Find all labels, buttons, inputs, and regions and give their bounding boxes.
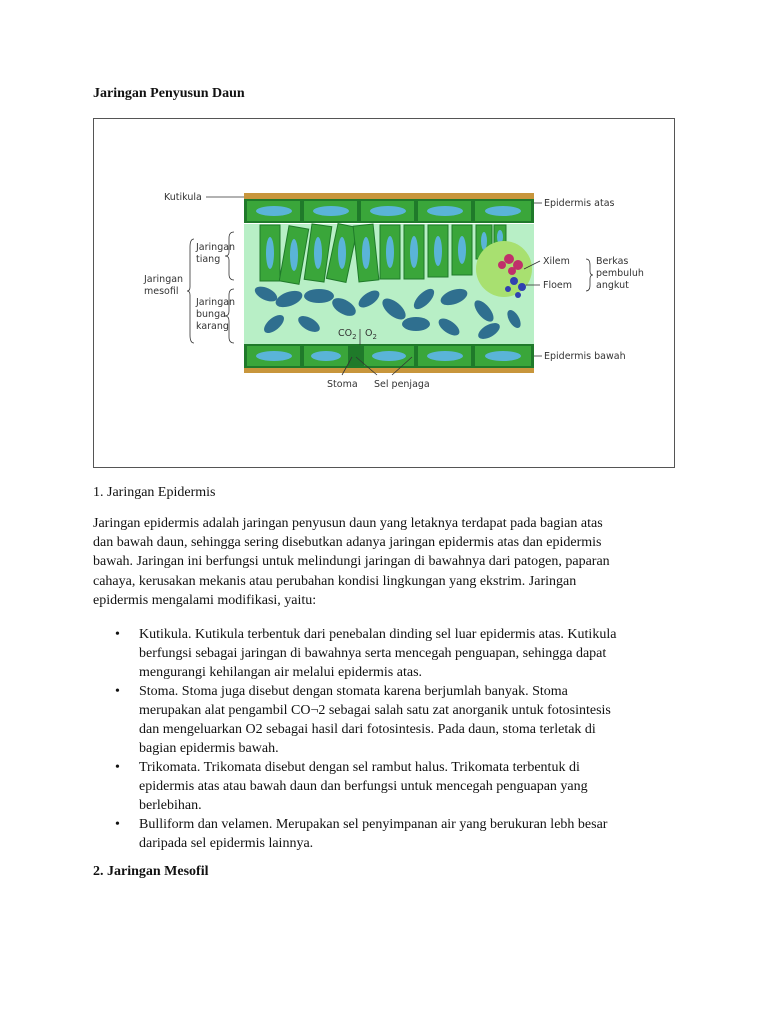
paragraph-line: epidermis mengalami modifikasi, yaitu: bbox=[93, 592, 317, 608]
list-item-stoma: • Stoma. Stoma juga disebut dengan stomata karena berjumlah banyak. Stoma merupakan alat pengambil CO¬2 sebagai salah satu zat anorganik untuk fotosintesis dan mengeluarkan O2 sebagai hasil dari fotosintesis. Pada daun, stoma terletak di bagian epidermis bawah. bbox=[115, 684, 611, 756]
label-berkas-3: angkut bbox=[596, 280, 629, 291]
label-epidermis-bawah: Epidermis bawah bbox=[544, 351, 626, 362]
label-o2-sub: 2 bbox=[372, 333, 377, 341]
label-jaringan-bunga-3: karang bbox=[196, 321, 229, 332]
section-heading-epidermis: 1. Jaringan Epidermis bbox=[93, 485, 216, 500]
leaf-cross-section-figure bbox=[93, 118, 675, 468]
label-sel-penjaga: Sel penjaga bbox=[374, 379, 430, 390]
label-xilem: Xilem bbox=[543, 256, 570, 267]
list-item-bulliform: • Bulliform dan velamen. Merupakan sel penyimpanan air yang berukuran lebh besar daripada sel epidermis lainnya. bbox=[115, 817, 608, 851]
palisade-cells bbox=[260, 224, 506, 285]
label-o2: O bbox=[365, 328, 373, 339]
modification-list bbox=[93, 625, 673, 853]
label-epidermis-atas: Epidermis atas bbox=[544, 198, 615, 209]
label-floem: Floem bbox=[543, 280, 573, 291]
label-jaringan-mesofil-2: mesofil bbox=[144, 286, 179, 297]
label-jaringan-mesofil-1: Jaringan bbox=[144, 274, 184, 285]
bullet-icon: • bbox=[115, 627, 120, 642]
label-jaringan-tiang-2: tiang bbox=[196, 254, 221, 265]
label-jaringan-tiang-1: Jaringan bbox=[196, 242, 236, 253]
paragraph-line: dan bawah daun, sehingga sering disebutkan adanya jaringan epidermis atas dan epidermis bbox=[93, 535, 602, 551]
paragraph-epidermis bbox=[93, 514, 673, 610]
upper-epidermis bbox=[244, 199, 534, 223]
lower-epidermis bbox=[244, 344, 534, 373]
document-title: Jaringan Penyusun Daun bbox=[93, 86, 245, 101]
leaf-diagram bbox=[94, 119, 674, 467]
label-jaringan-bunga-1: Jaringan bbox=[196, 297, 236, 308]
label-jaringan-bunga-2: bunga bbox=[196, 309, 226, 320]
list-item-kutikula: • Kutikula. Kutikula terbentuk dari penebalan dinding sel luar epidermis atas. Kutikula berfungsi sebagai jaringan di bawahnya serta mencegah penguapan, sehingga dapat mengurangi kehilangan air melalui epidermis atas. bbox=[115, 627, 617, 680]
label-berkas-2: pembuluh bbox=[596, 268, 644, 279]
bullet-icon: • bbox=[115, 760, 120, 775]
section-heading-mesofil: 2. Jaringan Mesofil bbox=[93, 864, 209, 879]
bullet-icon: • bbox=[115, 684, 120, 699]
label-berkas-1: Berkas bbox=[596, 256, 629, 267]
bullet-icon: • bbox=[115, 817, 120, 832]
list-item-trikomata: • Trikomata. Trikomata disebut dengan sel rambut halus. Trikomata terbentuk di epidermis atas atau bawah daun dan berfungsi untuk mencegah penguapan yang berlebihan. bbox=[115, 760, 588, 813]
cuticle-layer bbox=[244, 193, 534, 199]
label-stoma: Stoma bbox=[327, 379, 358, 390]
label-co2-sub: 2 bbox=[352, 333, 357, 341]
paragraph-line: cahaya, kerusakan mekanis atau perubahan kondisi lingkungan yang ekstrim. Jaringan bbox=[93, 573, 577, 589]
paragraph-line: bawah. Jaringan ini berfungsi untuk melindungi jaringan di bawahnya dari patogen, paparan bbox=[93, 554, 610, 570]
label-kutikula: Kutikula bbox=[164, 192, 202, 203]
paragraph-line: Jaringan epidermis adalah jaringan penyusun daun yang letaknya terdapat pada bagian atas bbox=[93, 516, 603, 531]
label-co2: CO bbox=[338, 328, 353, 339]
